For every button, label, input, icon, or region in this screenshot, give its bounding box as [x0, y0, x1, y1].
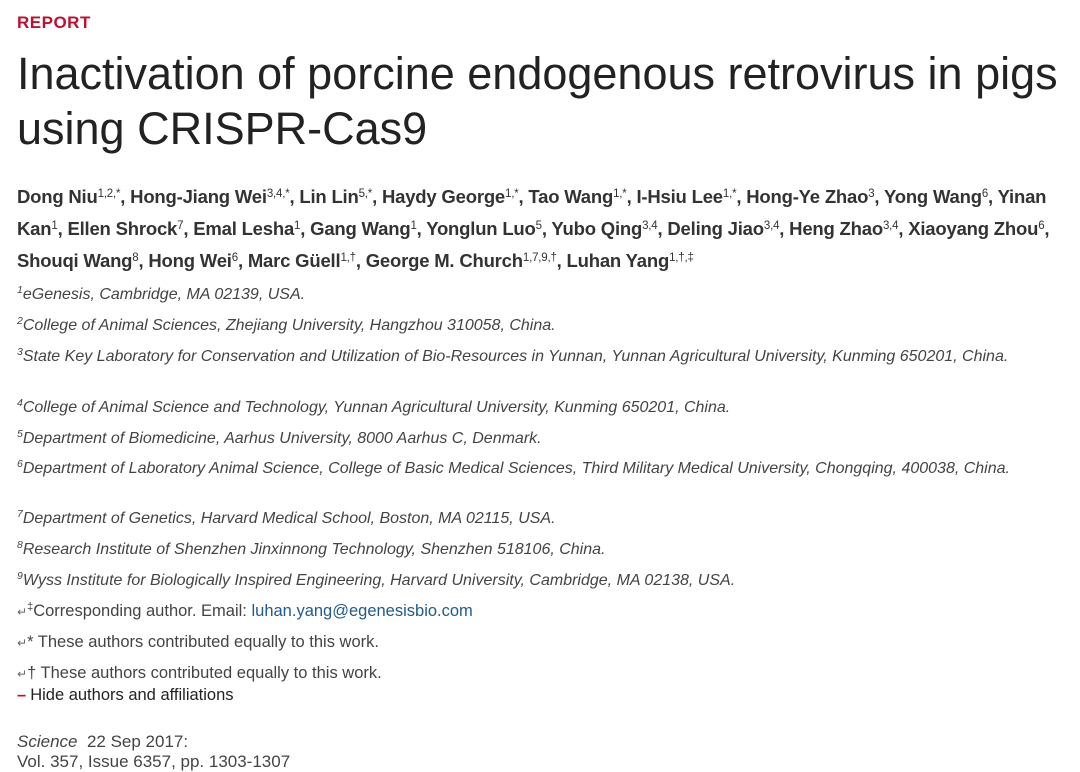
citation-line-date — [17, 732, 290, 752]
journal-name: Science — [17, 732, 78, 751]
author-name[interactable]: George M. Church$^{1,7,9,\dagger}$ — [365, 250, 557, 271]
author-name[interactable]: Yinan Kan$^1$ — [17, 186, 1047, 239]
return-icon: ↵ — [17, 636, 28, 650]
author-name[interactable]: Haydy George$^{1,*}$ — [381, 186, 519, 207]
author-name[interactable]: Lin Lin$^{5,*}$ — [299, 186, 373, 207]
affiliation-item: $^5$Department of Biomedicine, Aarhus University, 8000 Aarhus C, Denmark. — [17, 428, 542, 447]
affiliation-item: $^2$College of Animal Sciences, Zhejiang University, Hangzhou 310058, China. — [17, 315, 556, 334]
author-name[interactable]: Yong Wang$^6$ — [883, 186, 989, 207]
author-name[interactable]: Luhan Yang$^{1,\dagger,\ddagger}$ — [566, 250, 694, 271]
author-name[interactable]: Marc Güell$^{1,\dagger}$ — [247, 250, 356, 271]
author-list: Dong Niu$^{1,2,*}$, Hong-Jiang Wei$^{3,4,*}$, Lin Lin$^{5,*}$, Haydy George$^{1,*}$, Tao Wang$^{1,*}$, I-Hsiu Lee$^{1,*}$, Hong-Ye Zhao$^3$, Yong Wang$^6$, Yinan Kan$^1$, Ellen Shrock$^7$, Emal Lesha$^1$, Gang Wang$^1$, Yonglun Luo$^5$, Yubo Qing$^{3,4}$, Deling Jiao$^{3,4}$, Heng Zhao$^{3,4}$, Xiaoyang Zhou$^6$, Shouqi Wang$^8$, Hong Wei$^6$, Marc Güell$^{1,\dagger}$, George M. Church$^{1,7,9,\dagger}$, Luhan Yang$^{1,\dagger,\ddagger}$ — [17, 186, 1050, 271]
affiliation-item: $^7$Department of Genetics, Harvard Medical School, Boston, MA 02115, USA. — [17, 508, 556, 527]
author-name[interactable]: Deling Jiao$^{3,4}$ — [667, 218, 780, 239]
author-name[interactable]: Yubo Qing$^{3,4}$ — [551, 218, 658, 239]
toggle-label: Hide authors and affiliations — [30, 686, 234, 704]
author-name[interactable]: Hong-Jiang Wei$^{3,4,*}$ — [130, 186, 290, 207]
minus-icon: – — [17, 686, 27, 704]
affiliation-item: $^1$eGenesis, Cambridge, MA 02139, USA. — [17, 284, 306, 303]
author-name[interactable]: Hong-Ye Zhao$^3$ — [746, 186, 875, 207]
corresponding-author-note: ↵‡Corresponding author. Email: luhan.yang@egenesisbio.com — [17, 601, 473, 620]
author-name[interactable]: Hong Wei$^6$ — [148, 250, 238, 271]
author-name[interactable]: Dong Niu$^{1,2,*}$ — [17, 186, 121, 207]
author-name[interactable]: Tao Wang$^{1,*}$ — [528, 186, 627, 207]
author-name[interactable]: Yonglun Luo$^5$ — [426, 218, 542, 239]
author-name[interactable]: Xiaoyang Zhou$^6$ — [908, 218, 1045, 239]
citation-info — [17, 732, 290, 772]
return-icon: ↵ — [17, 605, 28, 619]
article-type-label: REPORT — [17, 13, 91, 32]
affiliation-item: $^9$Wyss Institute for Biologically Inspired Engineering, Harvard University, Cambridge, MA 02138, USA. — [17, 570, 736, 589]
affiliation-item: $^6$Department of Laboratory Animal Science, College of Basic Medical Sciences, Third Military Medical University, Chongqing, 400038, China. — [17, 458, 1010, 477]
author-name[interactable]: Gang Wang$^1$ — [310, 218, 417, 239]
hide-authors-toggle[interactable] — [17, 686, 234, 705]
affiliation-item: $^8$Research Institute of Shenzhen Jinxinnong Technology, Shenzhen 518106, China. — [17, 539, 606, 558]
article-title: Inactivation of porcine endogenous retrovirus in pigs using CRISPR-Cas9 — [17, 48, 1058, 154]
author-name[interactable]: I-Hsiu Lee$^{1,*}$ — [636, 186, 737, 207]
affiliation-item: $^4$College of Animal Science and Technology, Yunnan Agricultural University, Kunming 650201, China. — [17, 397, 731, 416]
citation-volume: Vol. 357, Issue 6357, pp. 1303-1307 — [17, 752, 291, 771]
equal-contribution-note-dagger: ↵† These authors contributed equally to this work. — [17, 664, 382, 682]
equal-contribution-note-star: ↵* These authors contributed equally to this work. — [17, 633, 379, 651]
affiliation-item: $^3$State Key Laboratory for Conservation and Utilization of Bio-Resources in Yunnan, Yunnan Agricultural University, Kunming 650201, China. — [17, 346, 1009, 365]
author-name[interactable]: Heng Zhao$^{3,4}$ — [789, 218, 899, 239]
publication-date: 22 Sep 2017: — [86, 732, 189, 751]
author-name[interactable]: Ellen Shrock$^7$ — [67, 218, 184, 239]
return-icon: ↵ — [17, 667, 28, 681]
corresponding-email-link[interactable]: luhan.yang@egenesisbio.com — [251, 602, 473, 620]
author-name[interactable]: Emal Lesha$^1$ — [193, 218, 301, 239]
author-name[interactable]: Shouqi Wang$^8$ — [17, 250, 139, 271]
